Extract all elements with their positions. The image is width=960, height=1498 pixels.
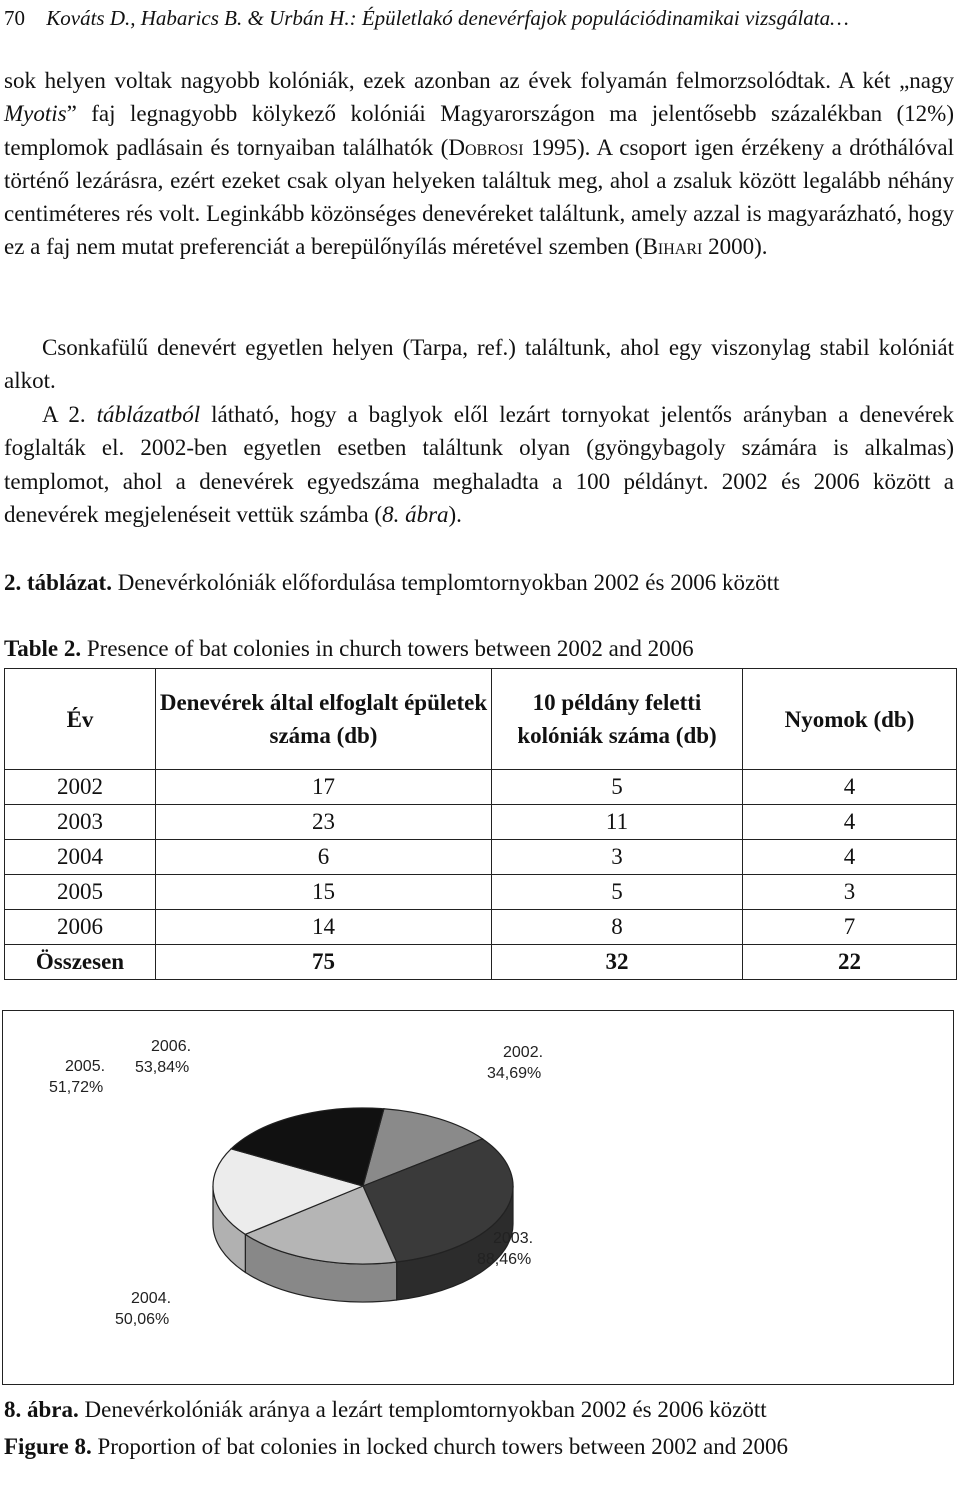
- cell: 17: [156, 770, 492, 805]
- slice-value-label: 34,69%: [487, 1065, 542, 1082]
- table-caption-hu: [4, 566, 954, 599]
- figure-reference: 8. ábra: [382, 501, 449, 527]
- figure-label: Figure 8.: [4, 1434, 92, 1459]
- pie-chart-svg: [3, 1011, 953, 1384]
- running-header: [4, 6, 849, 31]
- figure-caption-text: Proportion of bat colonies in locked church towers between 2002 and 2006: [91, 1434, 788, 1459]
- cell: 4: [743, 770, 957, 805]
- cell: 4: [743, 840, 957, 875]
- cell: 2004: [5, 840, 156, 875]
- text: ” faj legnagyobb kölykező kolóniái Magyarországon ma jelentősebb százalékban (12%) templomok padlásain és tornyaiban találhatók (: [4, 101, 954, 160]
- slice-label: 2004.: [131, 1290, 172, 1307]
- paragraph-3: [4, 398, 954, 531]
- table-row: [5, 910, 957, 945]
- slice-value-label: 51,72%: [49, 1079, 104, 1096]
- slice-value-label: 88,46%: [477, 1251, 532, 1268]
- header-cell: Év: [5, 669, 156, 770]
- citation-author: Bihari: [642, 234, 703, 260]
- text: A 2.: [42, 402, 97, 427]
- slice-value-label: 50,06%: [115, 1311, 170, 1328]
- table-header-row: [5, 669, 957, 770]
- cell: 8: [492, 910, 743, 945]
- text: 2000).: [702, 234, 768, 260]
- header-cell: Nyomok (db): [743, 669, 957, 770]
- table-row: [5, 805, 957, 840]
- table-row: [5, 875, 957, 910]
- table-label: Table 2.: [4, 636, 82, 661]
- text: sok helyen voltak nagyobb kolóniák, ezek azonban az évek folyamán felmorzsolódtak. A két „nagy: [4, 68, 954, 93]
- cell: 15: [156, 875, 492, 910]
- table-caption-en: [4, 632, 954, 665]
- figure-label: 8. ábra.: [4, 1397, 79, 1422]
- table-row: [5, 840, 957, 875]
- paragraph-2: Csonkafülű denevért egyetlen helyen (Tarpa, ref.) találtunk, ahol egy viszonylag stabil kolóniát alkot.: [4, 335, 954, 394]
- table-label: 2. táblázat.: [4, 570, 112, 595]
- cell: 5: [492, 875, 743, 910]
- cell: Összesen: [5, 945, 156, 980]
- figure-caption-text: Denevérkolóniák aránya a lezárt templomtornyokban 2002 és 2006 között: [78, 1397, 767, 1422]
- text: látható, hogy a baglyok elől lezárt tornyokat jelentős arányban a denevérek foglalták el. 2002-ben egyetlen esetben találtunk olyan (gyöngybagoly számára is alkalmas) templomot, ahol a denevérek egyedszáma meghaladta a 100 példányt. 2002 és 2006 között a denevérek megjelenéseit vettük számba (: [4, 402, 954, 527]
- table-total-row: [5, 945, 957, 980]
- table-caption-text: Denevérkolóniák előfordulása templomtornyokban 2002 és 2006 között: [111, 570, 780, 595]
- citation-author: Dobrosi: [448, 134, 524, 160]
- table-reference: táblázatból: [96, 402, 201, 427]
- genus-name: Myotis: [4, 101, 67, 127]
- data-table: [4, 668, 957, 980]
- slice-label: 2006.: [151, 1038, 192, 1055]
- cell: 3: [743, 875, 957, 910]
- running-title: Kováts D., Habarics B. & Urbán H.: Épületlakó denevérfajok populációdinamikai vizsgálata…: [46, 6, 849, 30]
- header-cell: Denevérek által elfoglalt épületek száma (db): [156, 669, 492, 770]
- cell: 75: [156, 945, 492, 980]
- cell: 3: [492, 840, 743, 875]
- page-number: 70: [4, 6, 25, 30]
- pie-chart: [2, 1010, 954, 1385]
- cell: 23: [156, 805, 492, 840]
- cell: 11: [492, 805, 743, 840]
- table-caption-text: Presence of bat colonies in church towers between 2002 and 2006: [81, 636, 694, 661]
- cell: 14: [156, 910, 492, 945]
- cell: 2006: [5, 910, 156, 945]
- text: 1995). A csoport igen érzékeny a dróthálóval történő lezárásra, ezért ezeket csak olyan helyeken találtuk meg, ahol a zsaluk között legalább néhány centiméteres rés volt. Leginkább közönséges denevéreket találtunk, amely azzal is magyarázható, hogy ez a faj nem mutat preferenciát a berepülőnyílás méretével szemben (: [4, 134, 954, 260]
- figure-caption-en: [4, 1430, 954, 1463]
- text: ).: [448, 501, 462, 527]
- slice-label: 2005.: [65, 1058, 106, 1075]
- cell: 2005: [5, 875, 156, 910]
- header-cell: 10 példány feletti kolóniák száma (db): [492, 669, 743, 770]
- cell: 22: [743, 945, 957, 980]
- cell: 7: [743, 910, 957, 945]
- slice-label: 2003.: [493, 1230, 534, 1247]
- cell: 4: [743, 805, 957, 840]
- cell: 5: [492, 770, 743, 805]
- cell: 2003: [5, 805, 156, 840]
- cell: 32: [492, 945, 743, 980]
- slice-value-label: 53,84%: [135, 1059, 190, 1076]
- slice-label: 2002.: [503, 1044, 544, 1061]
- paragraph-1: [4, 64, 954, 264]
- table-row: [5, 770, 957, 805]
- cell: 6: [156, 840, 492, 875]
- cell: 2002: [5, 770, 156, 805]
- figure-caption-hu: [4, 1393, 954, 1426]
